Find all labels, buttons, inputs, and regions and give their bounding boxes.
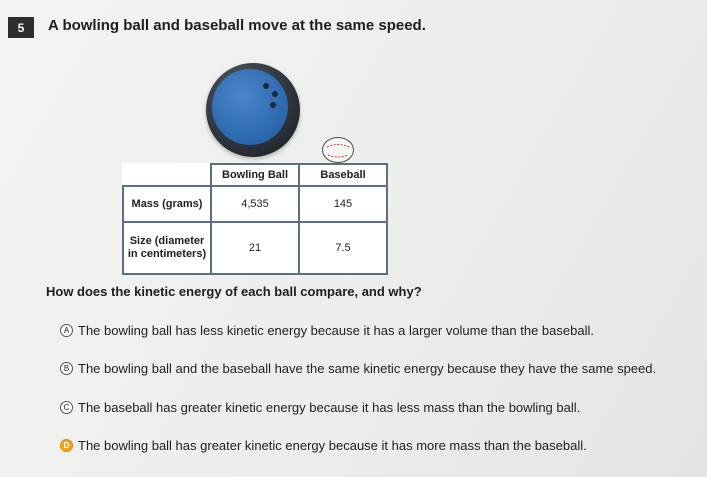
answer-choice-a[interactable] bbox=[60, 323, 594, 338]
table-header-bowling-ball: Bowling Ball bbox=[211, 164, 299, 186]
ball-comparison-table bbox=[122, 163, 388, 275]
choice-bubble-d[interactable]: D bbox=[60, 439, 73, 452]
table-cell: 145 bbox=[299, 186, 387, 222]
choice-text: The bowling ball and the baseball have the same kinetic energy because they have the same speed. bbox=[78, 361, 657, 376]
finger-hole bbox=[263, 83, 269, 89]
choice-bubble-b[interactable]: B bbox=[60, 362, 73, 375]
table-cell: 4,535 bbox=[211, 186, 299, 222]
choice-text: The bowling ball has less kinetic energy because it has a larger volume than the baseball. bbox=[78, 323, 594, 338]
answer-choice-d[interactable] bbox=[60, 438, 587, 453]
table-cell: 7.5 bbox=[299, 222, 387, 274]
row-label-size: Size (diameter in centimeters) bbox=[123, 222, 211, 274]
question-text: A bowling ball and baseball move at the same speed. bbox=[48, 17, 426, 34]
table-cell: 21 bbox=[211, 222, 299, 274]
baseball-stitches-icon bbox=[323, 138, 353, 162]
choice-text: The baseball has greater kinetic energy because it has less mass than the bowling ball. bbox=[78, 400, 581, 415]
table-corner bbox=[123, 164, 211, 186]
baseball-image bbox=[322, 137, 354, 163]
bowling-ball-face bbox=[212, 69, 288, 145]
answer-choice-c[interactable] bbox=[60, 400, 580, 415]
finger-hole bbox=[270, 102, 276, 108]
table-row bbox=[123, 222, 387, 274]
table-row bbox=[123, 186, 387, 222]
choice-bubble-a[interactable]: A bbox=[60, 324, 73, 337]
row-label-mass: Mass (grams) bbox=[123, 186, 211, 222]
choice-bubble-c[interactable]: C bbox=[60, 401, 73, 414]
choice-text: The bowling ball has greater kinetic energy because it has more mass than the baseball. bbox=[78, 438, 587, 453]
table-header-baseball: Baseball bbox=[299, 164, 387, 186]
answer-choice-b[interactable] bbox=[60, 361, 656, 376]
question-prompt: How does the kinetic energy of each ball compare, and why? bbox=[46, 284, 422, 299]
question-number: 5 bbox=[8, 17, 34, 38]
bowling-ball-image bbox=[206, 63, 300, 157]
finger-hole bbox=[272, 91, 278, 97]
